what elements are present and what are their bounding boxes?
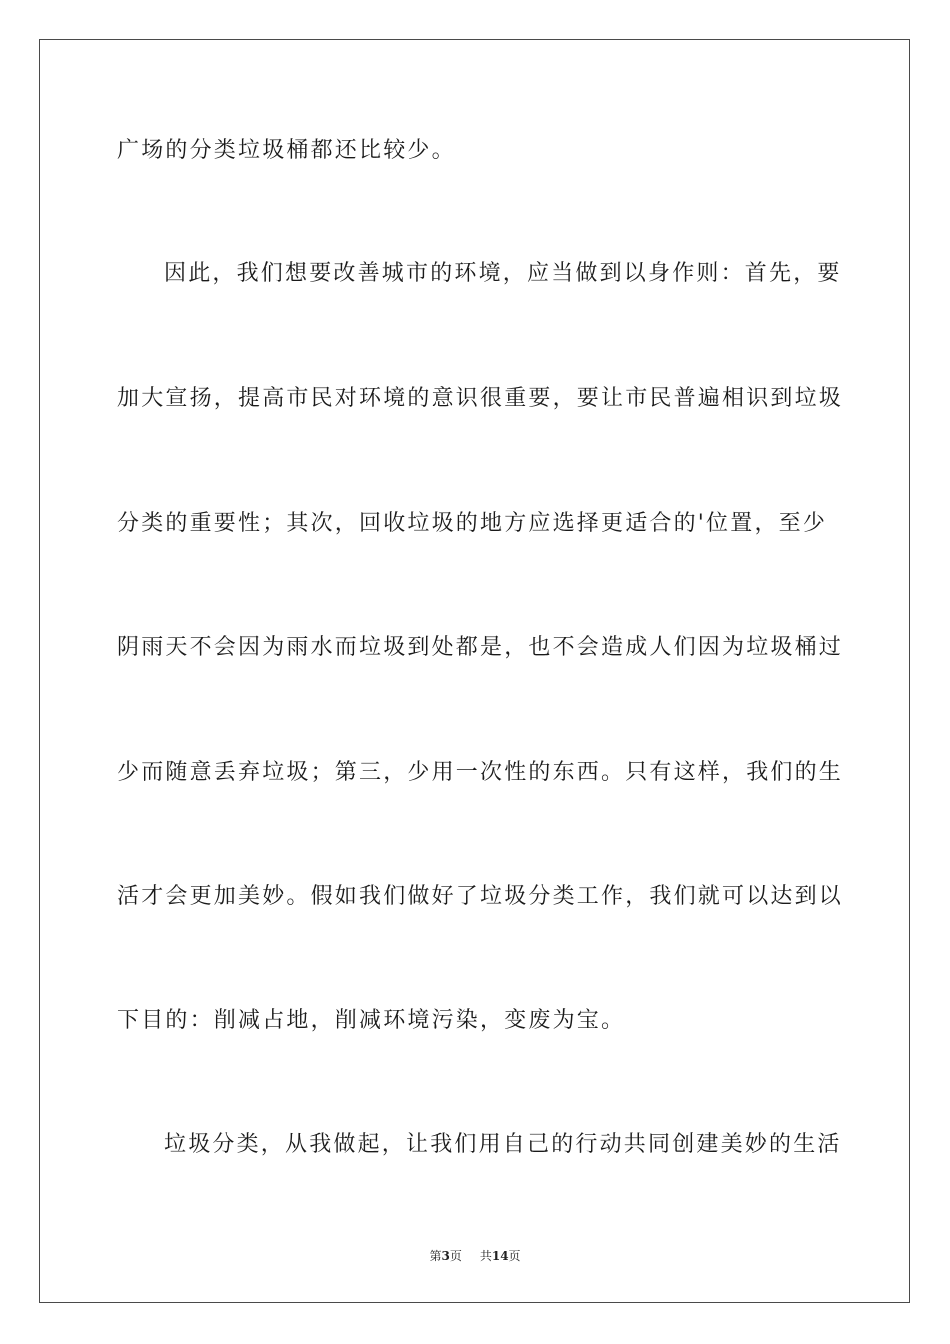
page-footer <box>0 1248 950 1264</box>
paragraph-first-line: 垃圾分类，从我做起，让我们用自己的行动共同创建美妙的生活 <box>164 1132 842 1157</box>
page-label-unit: 页 <box>449 1249 462 1263</box>
total-label-unit: 页 <box>508 1249 521 1263</box>
text-line: 分类的重要性；其次，回收垃圾的地方应选择更适合的'位置，至少 <box>117 511 828 536</box>
text-line: 阴雨天不会因为雨水而垃圾到处都是，也不会造成人们因为垃圾桶过 <box>117 635 844 660</box>
total-label-prefix: 共 <box>479 1249 492 1263</box>
page-label-prefix: 第 <box>429 1249 442 1263</box>
text-line: 广场的分类垃圾桶都还比较少。 <box>117 138 456 163</box>
text-line: 活才会更加美妙。假如我们做好了垃圾分类工作，我们就可以达到以 <box>117 884 844 909</box>
text-line: 加大宣扬，提高市民对环境的意识很重要，要让市民普遍相识到垃圾 <box>117 386 844 411</box>
page-border <box>39 39 910 1303</box>
text-line: 下目的：削减占地，削减环境污染，变废为宝。 <box>117 1008 626 1033</box>
text-line: 少而随意丢弃垃圾；第三，少用一次性的东西。只有这样，我们的生 <box>117 760 844 785</box>
total-page-count: 14 <box>491 1249 509 1263</box>
current-page-number: 3 <box>441 1249 450 1263</box>
paragraph-first-line: 因此，我们想要改善城市的环境，应当做到以身作则：首先，要 <box>164 261 842 286</box>
